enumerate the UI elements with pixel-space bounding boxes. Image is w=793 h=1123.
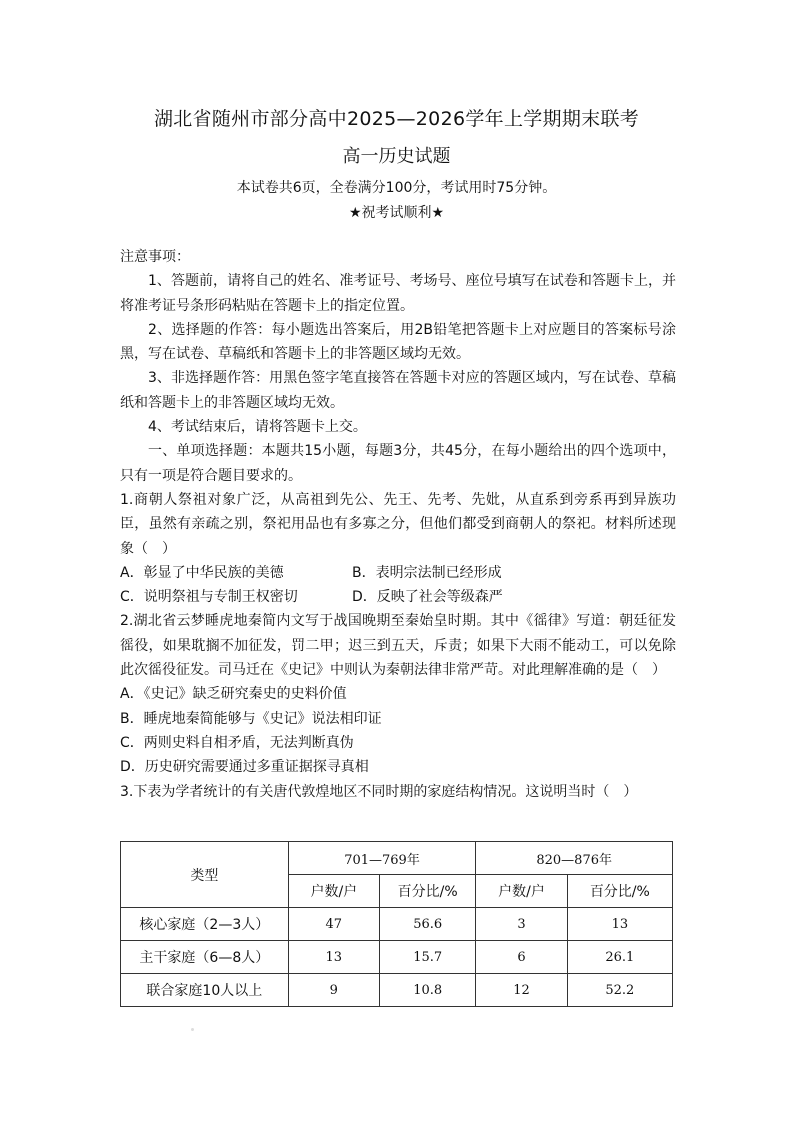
- table-subheader-households: 户数/户: [288, 875, 379, 908]
- option-b[interactable]: B．睡虎地秦简能够与《史记》说法相印证: [120, 710, 382, 727]
- question-2-stem: 2.湖北省云梦睡虎地秦简内文写于战国晚期至秦始皇时期。其中《徭律》写道：朝廷征发徭役，如果耽搁不加征发，罚二甲；迟三到五天，斥责；如果下大雨不能动工，可以免除此次徭役征发。司马迁在《史记》中则认为秦朝法律非常严苛。对此理解准确的是（ ）: [120, 613, 676, 679]
- option-a[interactable]: A．《史记》缺乏研究秦史的史料价值: [120, 686, 347, 703]
- exam-wish: ★祝考试顺利★: [348, 205, 445, 221]
- speck: [191, 1028, 194, 1031]
- table-cell: 6: [476, 941, 567, 974]
- exam-body: [120, 245, 676, 804]
- option-b[interactable]: B．表明宗法制已经形成: [352, 564, 502, 581]
- table-header-type: 类型: [121, 842, 289, 908]
- table-cell-type: 联合家庭10人以上: [121, 974, 289, 1007]
- table-cell: 3: [476, 908, 567, 941]
- option-d[interactable]: D．反映了社会等级森严: [352, 589, 503, 606]
- notes-heading: 注意事项：: [120, 249, 190, 265]
- table-cell: 56.6: [379, 908, 475, 941]
- note-item: 4、考试结束后，请将答题卡上交。: [148, 419, 367, 436]
- table-cell-type: 主干家庭（6—8人）: [121, 941, 289, 974]
- table-subheader-percent: 百分比/%: [379, 875, 475, 908]
- exam-subtitle: 高一历史试题: [342, 146, 451, 167]
- table-header-period2: 820—876年: [476, 842, 673, 875]
- exam-title: 湖北省随州市部分高中2025—2026学年上学期期末联考: [153, 108, 640, 130]
- note-item: 1、答题前，请将自己的姓名、准考证号、考场号、座位号填写在试卷和答题卡上，并将准考证号条形码粘贴在答题卡上的指定位置。: [120, 273, 676, 314]
- table-cell: 13: [567, 908, 672, 941]
- question-1-options-row1: [120, 561, 676, 585]
- table-cell: 13: [288, 941, 379, 974]
- table-cell: 52.2: [567, 974, 672, 1007]
- option-a[interactable]: A．彰显了中华民族的美德: [120, 564, 284, 581]
- option-c[interactable]: C．说明祭祖与专制王权密切: [120, 589, 298, 606]
- option-d[interactable]: D．历史研究需要通过多重证据探寻真相: [120, 759, 369, 776]
- table-row: [121, 974, 673, 1007]
- table-cell: 9: [288, 974, 379, 1007]
- exam-info: 本试卷共6页，全卷满分100分，考试用时75分钟。: [236, 180, 557, 196]
- note-item: 2、选择题的作答：每小题选出答案后，用2B铅笔把答题卡上对应题目的答案标号涂黑，写在试卷、草稿纸和答题卡上的非答题区域均无效。: [120, 321, 676, 363]
- table-cell: 10.8: [379, 974, 475, 1007]
- question-1-stem: 1.商朝人祭祖对象广泛，从高祖到先公、先王、先考、先妣，从直系到旁系再到异族功臣，虽然有亲疏之别，祭祀用品也有多寡之分，但他们都受到商朝人的祭祀。材料所述现象（ ）: [120, 491, 676, 557]
- table-cell: 47: [288, 908, 379, 941]
- table-subheader-percent: 百分比/%: [567, 875, 672, 908]
- note-item: 3、非选择题作答：用黑色签字笔直接答在答题卡对应的答题区域内，写在试卷、草稿纸和答题卡上的非答题区域均无效。: [120, 370, 676, 411]
- table-cell: 12: [476, 974, 567, 1007]
- table-cell-type: 核心家庭（2—3人）: [121, 908, 289, 941]
- option-c[interactable]: C．两则史料自相矛盾，无法判断真伪: [120, 734, 354, 751]
- table-subheader-households: 户数/户: [476, 875, 567, 908]
- table-row: [121, 941, 673, 974]
- table-cell: 15.7: [379, 941, 475, 974]
- table-header-period1: 701—769年: [288, 842, 476, 875]
- family-structure-table: [120, 841, 673, 1007]
- question-1-options-row2: [120, 585, 676, 609]
- question-3-stem: 3.下表为学者统计的有关唐代敦煌地区不同时期的家庭结构情况。这说明当时（ ）: [120, 783, 638, 800]
- table-row: [121, 908, 673, 941]
- table-cell: 26.1: [567, 941, 672, 974]
- section-intro: 一、单项选择题：本题共15小题，每题3分，共45分，在每小题给出的四个选项中，只有一项是符合题目要求的。: [120, 443, 676, 484]
